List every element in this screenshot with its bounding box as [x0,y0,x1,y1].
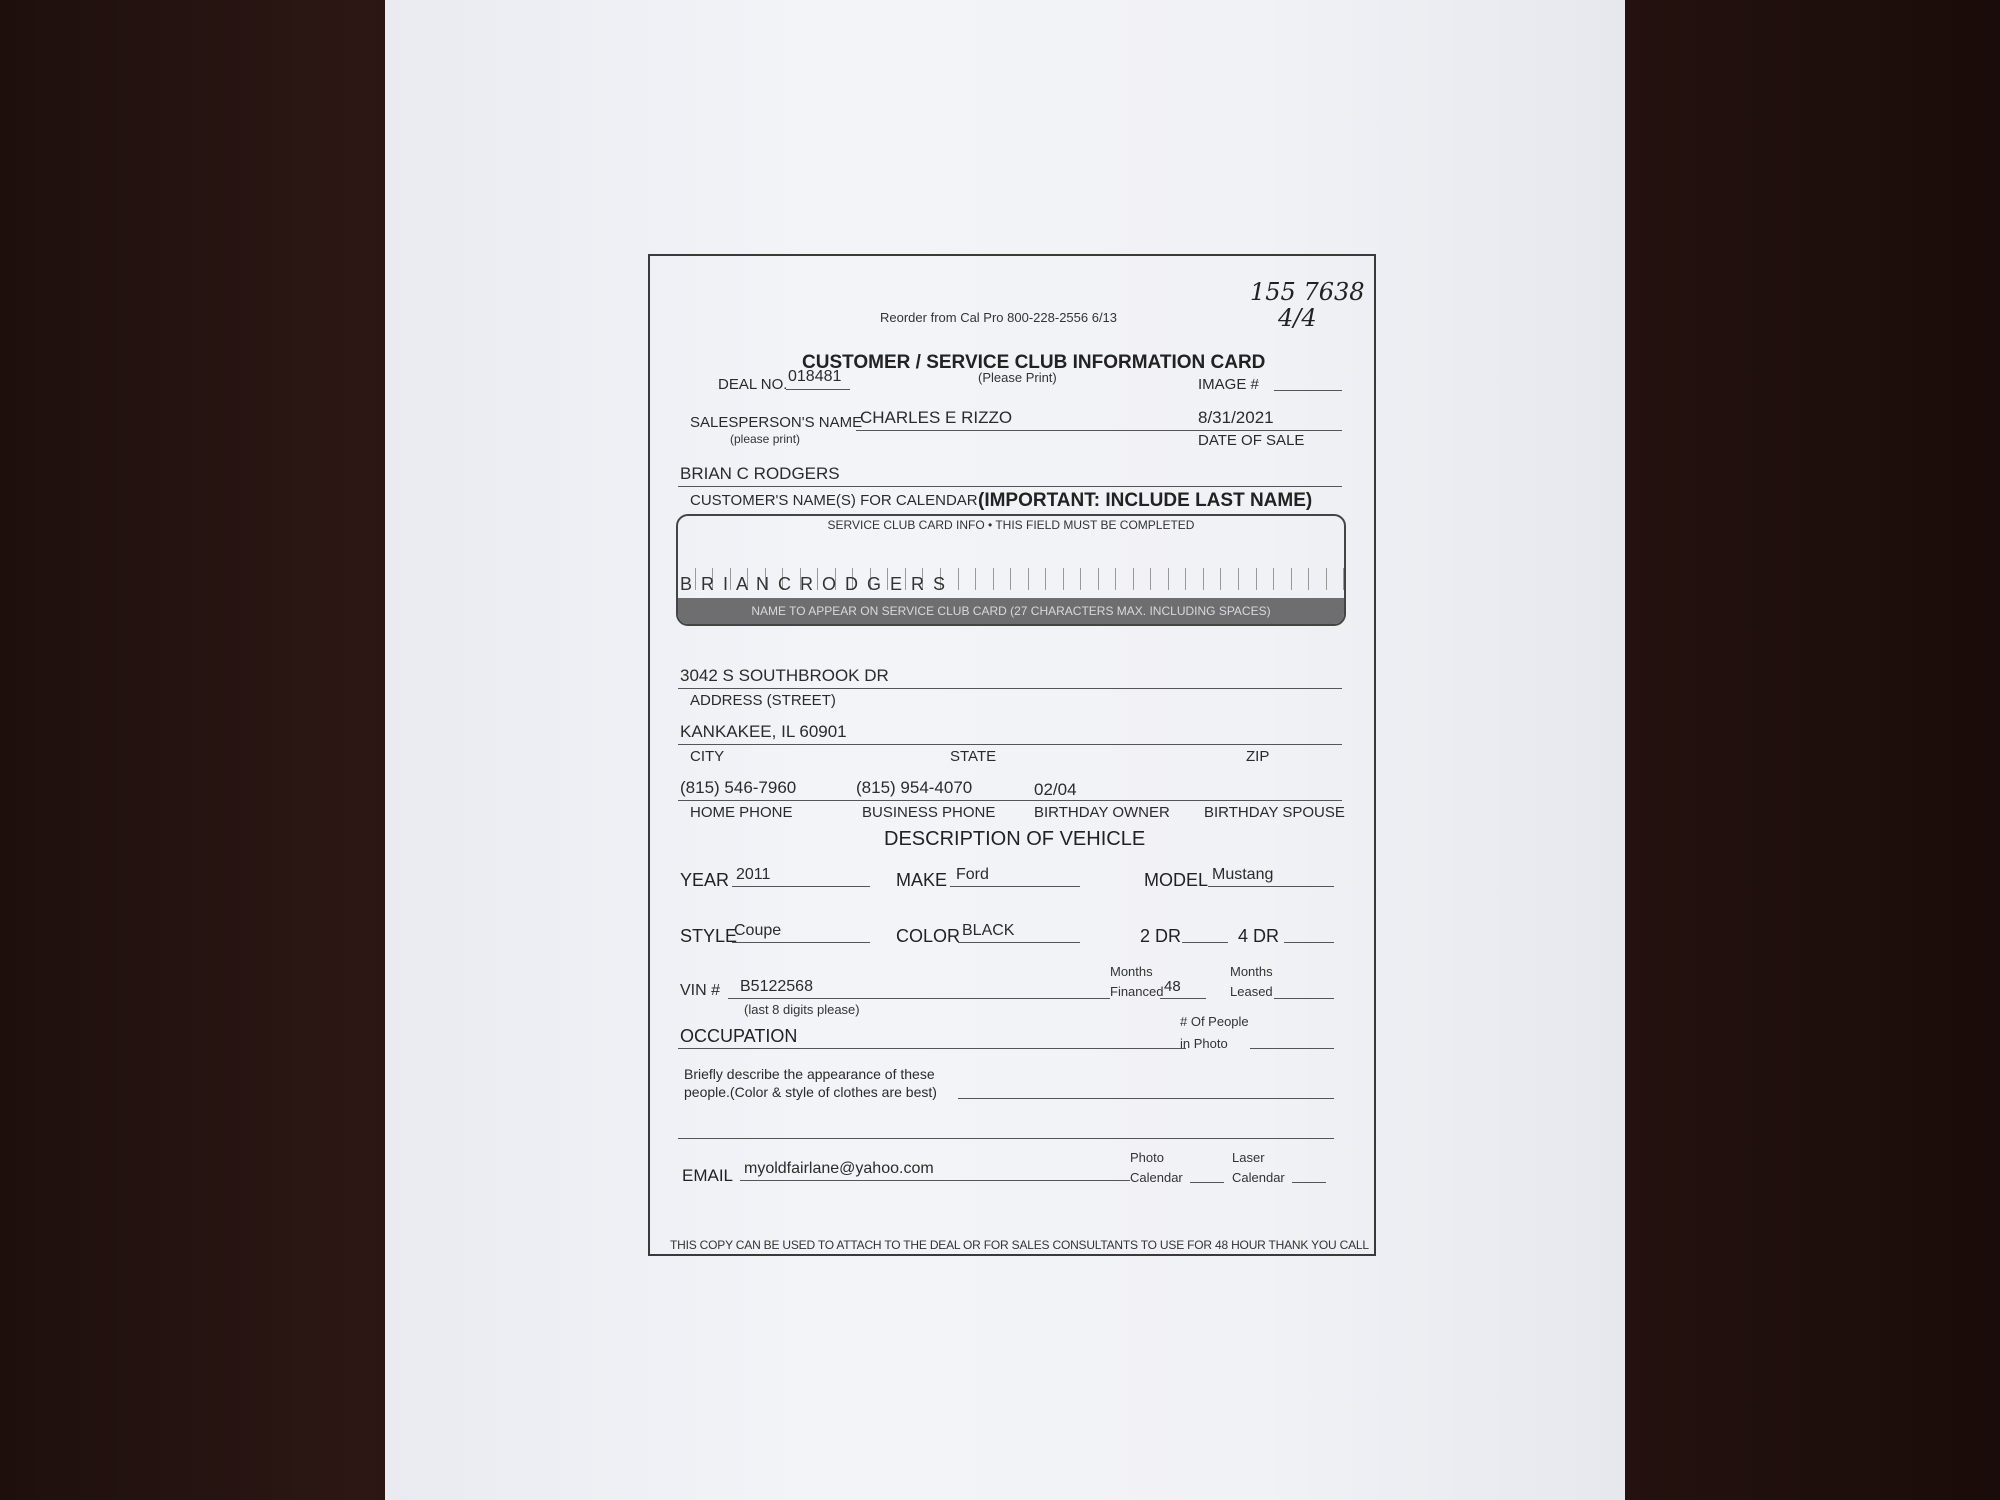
people-in-photo-bottom: in Photo [1180,1036,1228,1051]
people-in-photo-field[interactable] [1250,1048,1334,1049]
make-value[interactable]: Ford [956,866,989,883]
service-club-footer: NAME TO APPEAR ON SERVICE CLUB CARD (27 CHARACTERS MAX. INCLUDING SPACES) [678,598,1344,624]
vin-value[interactable]: B5122568 [740,978,813,995]
laser-calendar-bottom: Calendar [1232,1170,1285,1185]
describe-field[interactable] [958,1098,1334,1099]
months-leased-field[interactable] [1274,998,1334,999]
style-label: STYLE [680,926,738,946]
business-phone-value[interactable]: (815) 954-4070 [856,778,973,797]
four-door-field[interactable] [1284,942,1334,943]
important-note: (IMPORTANT: INCLUDE LAST NAME) [978,490,1313,511]
deal-no-value[interactable]: 018481 [788,368,842,385]
birthday-owner-value[interactable]: 02/04 [1034,780,1077,799]
image-no-label: IMAGE # [1198,376,1259,393]
address-value[interactable]: 3042 S SOUTHBROOK DR [680,666,889,685]
email-value[interactable]: myoldfairlane@yahoo.com [744,1160,934,1177]
occupation-field[interactable] [678,1048,1186,1049]
email-label: EMAIL [682,1166,734,1185]
salesperson-sublabel: (please print) [730,432,801,446]
please-print-note: (Please Print) [978,370,1057,385]
year-value[interactable]: 2011 [736,866,771,883]
reorder-text: Reorder from Cal Pro 800-228-2556 6/13 [880,310,1118,325]
photo-calendar-bottom: Calendar [1130,1170,1183,1185]
customer-name-value[interactable]: BRIAN C RODGERS [680,464,840,483]
handwritten-note-line1: 155 7638 [1250,278,1365,306]
zip-label: ZIP [1246,748,1270,765]
describe-line2: people.(Color & style of clothes are best) [684,1084,937,1100]
date-of-sale-label: DATE OF SALE [1198,432,1305,449]
months-financed-bottom: Financed [1110,984,1164,999]
vin-note: (last 8 digits please) [744,1002,860,1017]
four-door-label: 4 DR [1238,926,1280,946]
city-label: CITY [690,748,725,765]
months-financed-value[interactable]: 48 [1164,978,1181,995]
occupation-label: OCCUPATION [680,1026,798,1046]
service-club-box [676,514,1346,626]
people-in-photo-top: # Of People [1180,1014,1249,1029]
two-door-label: 2 DR [1140,926,1182,946]
two-door-field[interactable] [1182,942,1228,943]
laser-calendar-field[interactable] [1292,1182,1326,1183]
deal-no-label: DEAL NO. [718,376,788,393]
photo-calendar-field[interactable] [1190,1182,1224,1183]
information-card [648,254,1376,1256]
color-value[interactable]: BLACK [962,922,1015,939]
model-label: MODEL [1144,870,1209,890]
handwritten-note-line2: 4/4 [1278,304,1317,332]
year-label: YEAR [680,870,730,890]
date-of-sale-value[interactable]: 8/31/2021 [1198,408,1274,427]
customer-name-label: CUSTOMER'S NAME(S) FOR CALENDAR [690,492,978,509]
home-phone-label: HOME PHONE [690,804,793,821]
birthday-spouse-label: BIRTHDAY SPOUSE [1204,804,1345,821]
state-label: STATE [950,748,997,765]
card-title: CUSTOMER / SERVICE CLUB INFORMATION CARD [802,352,1266,373]
vin-label: VIN # [680,982,721,999]
service-club-name[interactable]: B R I A N C R O D G E R S [680,574,948,594]
image-no-field[interactable] [1274,390,1342,391]
describe-line1: Briefly describe the appearance of these [684,1066,935,1082]
months-leased-bottom: Leased [1230,984,1273,999]
service-club-header: SERVICE CLUB CARD INFO • THIS FIELD MUST BE COMPLETED [827,518,1195,532]
salesperson-label: SALESPERSON'S NAME [690,414,863,431]
months-leased-top: Months [1230,964,1273,979]
make-label: MAKE [896,870,948,890]
birthday-owner-label: BIRTHDAY OWNER [1034,804,1170,821]
model-value[interactable]: Mustang [1212,866,1274,883]
color-label: COLOR [896,926,961,946]
card-footer: THIS COPY CAN BE USED TO ATTACH TO THE DEAL OR FOR SALES CONSULTANTS TO USE FOR 48 HOUR THANK YOU CALL [670,1238,1369,1252]
salesperson-value[interactable]: CHARLES E RIZZO [860,408,1013,427]
home-phone-value[interactable]: (815) 546-7960 [680,778,797,797]
address-label: ADDRESS (STREET) [690,692,836,709]
vehicle-heading: DESCRIPTION OF VEHICLE [884,828,1146,850]
business-phone-label: BUSINESS PHONE [862,804,996,821]
style-value[interactable]: Coupe [734,922,782,939]
laser-calendar-top: Laser [1232,1150,1265,1165]
city-state-zip-value[interactable]: KANKAKEE, IL 60901 [680,722,847,741]
months-financed-top: Months [1110,964,1153,979]
photo-calendar-top: Photo [1130,1150,1164,1165]
